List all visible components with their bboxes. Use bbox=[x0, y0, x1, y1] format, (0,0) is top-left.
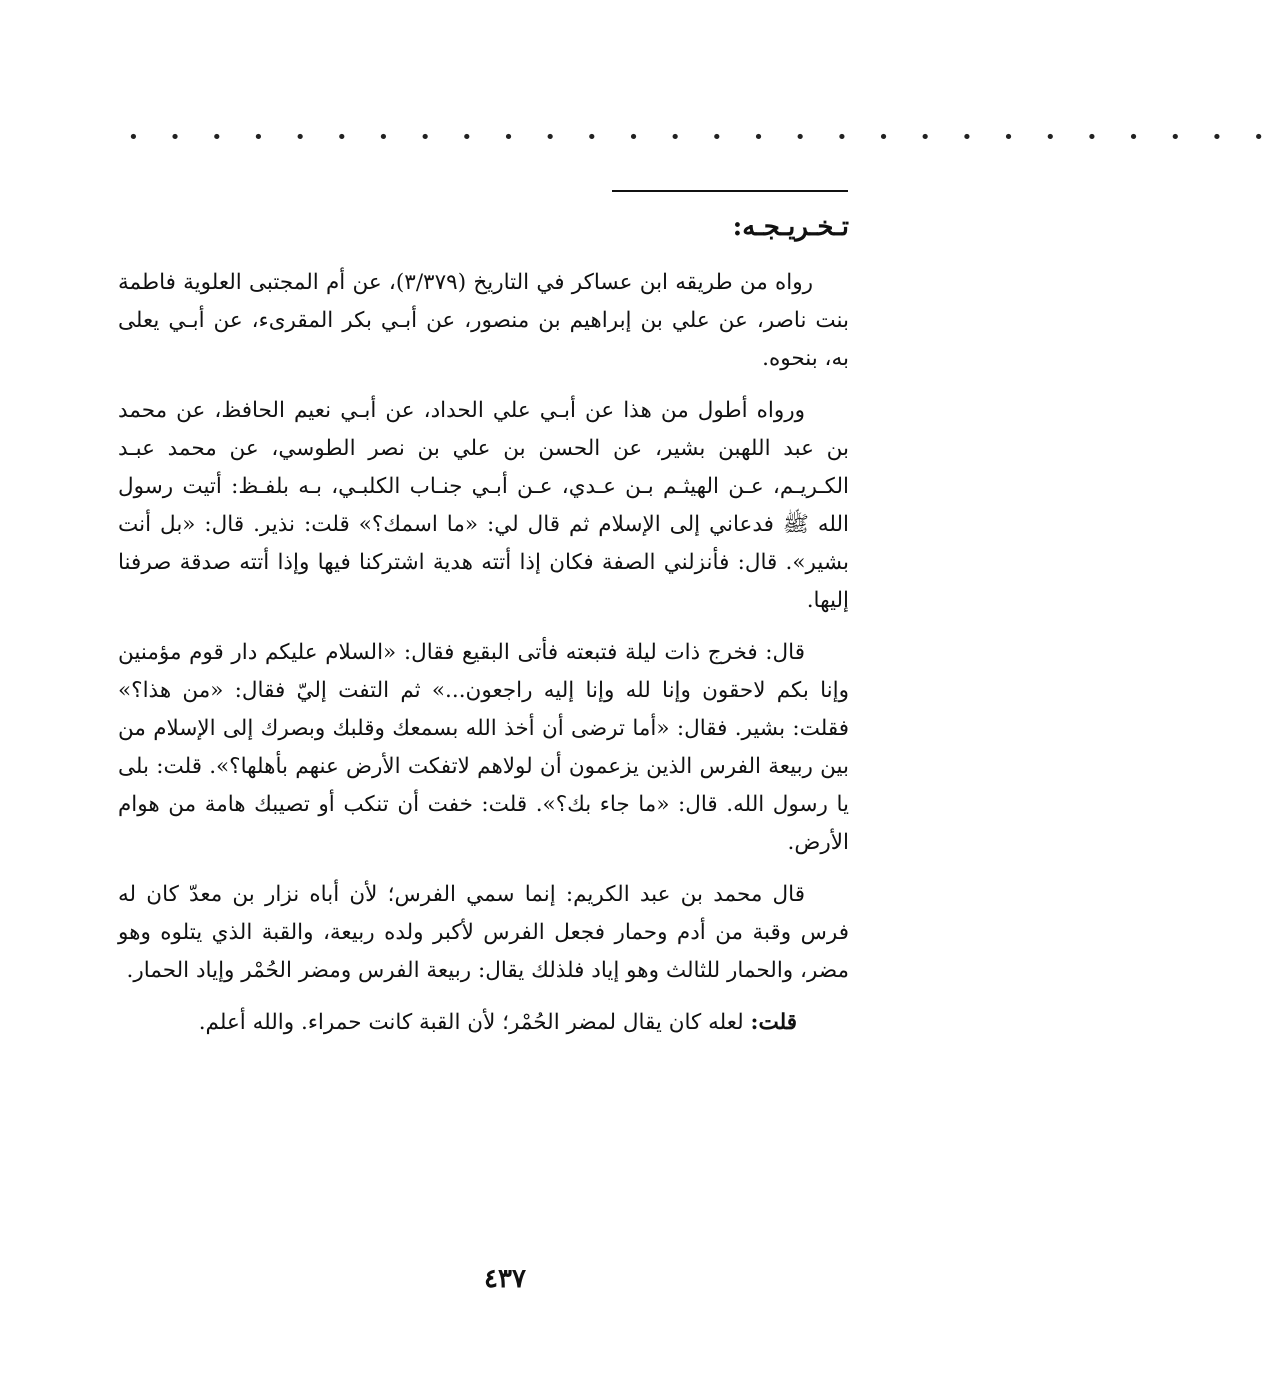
page-number: ٤٣٧ bbox=[484, 1264, 526, 1294]
paragraph-takhrij-intro: رواه من طريقه ابن عساكر في التاريخ (٣/٣٧٩)، عن أم المجتبى العلوية فاطمة بنت ناصر، عن علي بن إبراهيم بن منصور، عن أبـي بكر المقرىء، عن أبـي يعلى به، بنحوه. bbox=[118, 270, 849, 371]
closing-note bbox=[118, 1004, 849, 1042]
separator-dots: • • • • • • • • • • • • • • • • • • • • • • • • • • • • bbox=[128, 127, 1274, 148]
paragraph-longer-narration: ورواه أطول من هذا عن أبـي علي الحداد، عن أبـي نعيم الحافظ، عن محمد بن عبد اللهبن بشير، عن الحسن بن علي بن نصر الطوسي، عن محمد عبـد الكـريـم، عـن الهيثـم بـن عـدي، عـن أبـي جنـاب الكلبـي، بـه بلفـظ: أتيت رسول الله ﷺ فدعاني إلى الإسلام ثم قال لي: «ما اسمك؟» قلت: نذير. قال: «بل أنت بشير». قال: فأنزلني الصفة فكان إذا أتته هدية اشتركنا فيها وإذا أتته صدقة صرفنا إليها. bbox=[118, 398, 850, 613]
main-text bbox=[118, 264, 849, 1056]
paragraph-baqi-story: قال: فخرج ذات ليلة فتبعته فأتى البقيع فقال: «السلام عليكم دار قوم مؤمنين وإنا بكم لاحقون وإنا لله وإنا إليه راجعون...» ثم التفت إليّ فقال: «من هذا؟» فقلت: بشير. فقال: «أما ترضى أن أخذ الله بسمعك وقلبك وبصرك إلى الإسلام من بين ربيعة الفرس الذين يزعمون أن لولاهم لاتفكت الأرض عنهم بأهلها؟». قلت: بلى يا رسول الله. قال: «ما جاء بك؟». قلت: خفت أن تنكب أو تصيبك هامة من هوام الأرض. bbox=[118, 640, 849, 855]
closing-note-text: لعله كان يقال لمضر الحُمْر؛ لأن القبة كانت حمراء. والله أعلم. bbox=[198, 1010, 744, 1035]
section-heading: تـخـريـجـه: bbox=[732, 212, 849, 242]
paragraph-rabia-al-faras: قال محمد بن عبد الكريم: إنما سمي الفرس؛ لأن أباه نزار بن معدّ كان له فرس وقبة من أدم وحمار فجعل الفرس لأكبر ولده ربيعة، والقبة الذي يتلوه وهو مضر، والحمار للثالث وهو إياد فلذلك يقال: ربيعة الفرس ومضر الحُمْر وإياد الحمار. bbox=[118, 882, 849, 983]
heading-rule bbox=[612, 190, 848, 192]
closing-note-lead: قلت: bbox=[750, 1010, 797, 1035]
